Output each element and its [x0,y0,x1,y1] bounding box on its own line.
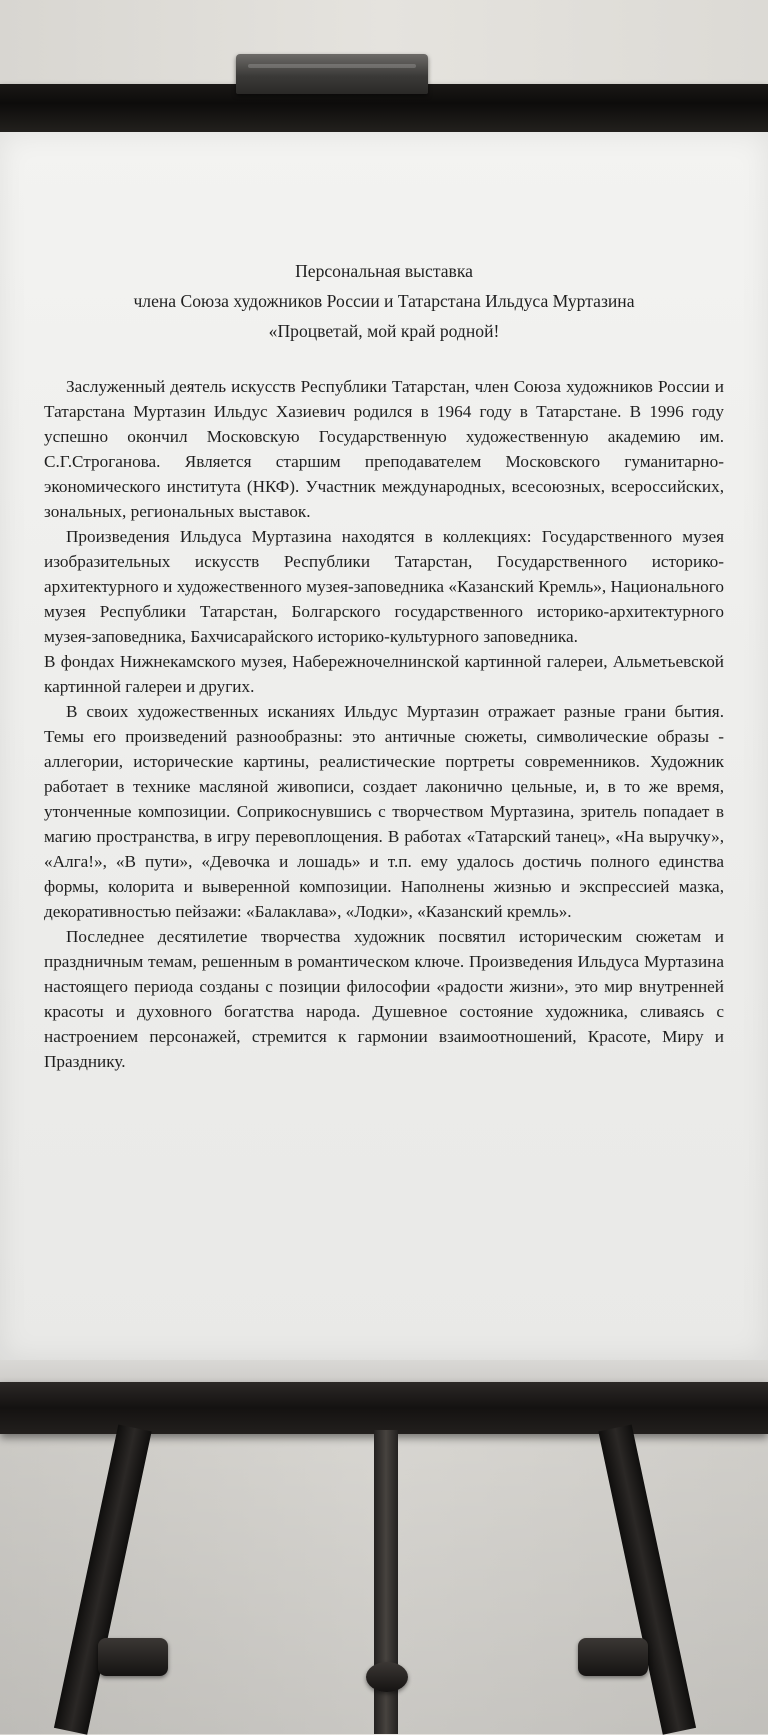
title-line-3: «Процветай, мой край родной! [268,321,500,341]
paragraph-funds: В фондах Нижнекамского музея, Набережночелнинской картинной галереи, Альметьевской картинной галереи и других. [44,652,724,696]
paragraph-themes: В своих художественных исканиях Ильдус Муртазин отражает разные грани бытия. Темы его произведений разнообразны: это античные сюжеты, символические образы - аллегории, исторические картины, реалистические портреты современников. Художник работает в технике масляной живописи, создает лаконично цельные, и, в то же время, утонченные композиции. Соприкоснувшись с творчеством Муртазина, зритель попадает в магию пространства, в игру перевоплощения. В работах «Татарский танец», «На выручку», «Алга!», «В пути», «Девочка и лошадь» и т.п. ему удалось достичь полного единства формы, колорита и выверенной композиции. Наполнены жизнью и экспрессией мазка, декоративностью пейзажи: «Балаклава», «Лодки», «Казанский кремль». [44,702,724,921]
title-line-1: Персональная выставка [295,261,473,281]
paper-bottom-edge [0,1360,768,1382]
exhibition-title [44,256,724,346]
easel-bottom-rail [0,1382,768,1434]
paragraph-collections: Произведения Ильдуса Муртазина находятся в коллекциях: Государственного музея изобразительных искусств Республики Татарстан, Государственного историко-архитектурного и художественного музея-заповедника «Казанский Кремль», Национального музея Республики Татарстан, Болгарского государственного историко-архитектурного музея-заповедника, Бахчисарайского историко-культурного заповедника. [44,527,724,646]
paragraph-biography: Заслуженный деятель искусств Республики Татарстан, член Союза художников России и Татарстана Муртазин Ильдус Хазиевич родился в 1964 году в Татарстане. В 1996 году успешно окончил Московскую Государственную художественную академию им. С.Г.Строганова. Является старшим преподавателем Московского гуманитарно-экономического института (НКФ). Участник международных, всесоюзных, всероссийских, зональных, региональных выставок. [44,377,724,521]
paragraph-recent-work: Последнее десятилетие творчества художник посвятил историческим сюжетам и праздничным темам, решенным в романтическом ключе. Произведения Ильдуса Муртазина настоящего периода созданы с позиции философии «радости жизни», это мир внутренней красоты и духовного богатства народа. Душевное состояние художника, сливаясь с настроением персонажей, стремится к гармонии взаимоотношений, Красоте, Миру и Празднику. [44,927,724,1071]
easel-left-foot [98,1638,168,1676]
easel-right-foot [578,1638,648,1676]
exhibition-text [44,256,724,1074]
easel-center-foot [366,1662,408,1692]
title-line-2: члена Союза художников России и Татарстана Ильдуса Муртазина [133,291,635,311]
paper-clip [236,54,428,94]
